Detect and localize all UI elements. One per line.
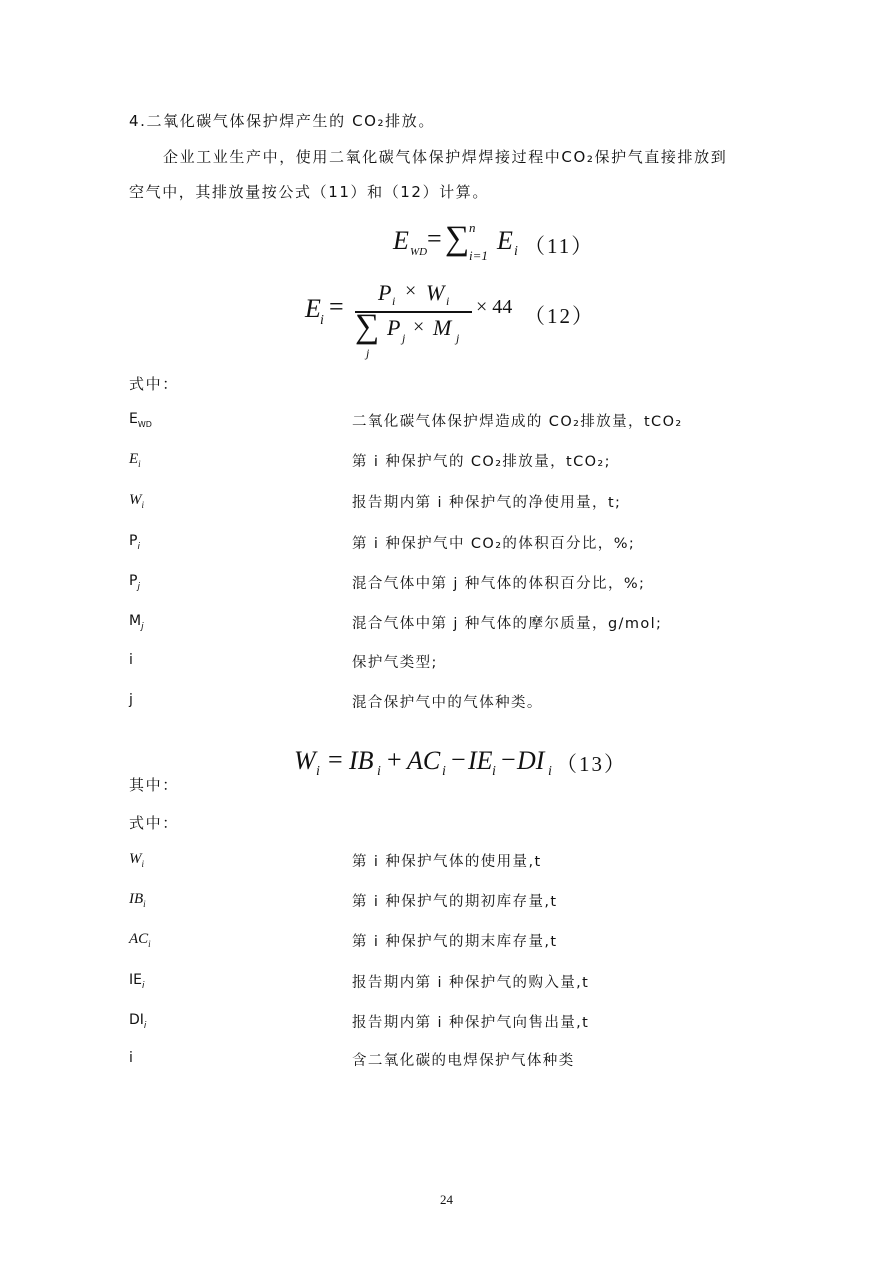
eq13-minus-2: −	[501, 745, 516, 774]
equation-11	[393, 222, 613, 268]
eq12-number: （12）	[524, 304, 595, 328]
definition-text: 混合气体中第 j 种气体的摩尔质量，g/mol;	[352, 616, 663, 632]
eq11-number: （11）	[524, 234, 595, 258]
eq13-number: （13）	[556, 752, 627, 776]
eq13-di: DI	[517, 746, 545, 775]
definition-text: 混合保护气中的气体种类。	[352, 695, 543, 711]
eq13-ac-sub: i	[442, 764, 446, 779]
eq12-times-2: ×	[413, 316, 425, 338]
definition-text: 第 i 种保护气的期初库存量,t	[352, 894, 558, 910]
definition-text: 报告期内第 i 种保护气的购入量,t	[352, 975, 590, 991]
definition-symbol: $M_j$	[129, 613, 144, 632]
eq11-lhs-sub: WD	[410, 246, 428, 258]
eq11-lhs: E	[393, 226, 409, 255]
eq13-ib: IB	[349, 746, 374, 775]
definition-symbol: $IE_i$	[129, 972, 145, 991]
eq13-equals: =	[328, 745, 343, 774]
definition-text: 第 i 种保护气的 CO₂排放量，tCO₂;	[352, 454, 611, 470]
definition-symbol: $IB_i$	[129, 891, 146, 909]
intro-line-1: 企业工业生产中，使用二氧化碳气体保护焊焊接过程中CO₂保护气直接排放到	[163, 148, 728, 166]
eq12-denom-m-sub: j	[456, 331, 460, 345]
where-label-1: 式中：	[129, 375, 179, 393]
eq13-ie-sub: i	[492, 764, 496, 779]
eq12-times-1: ×	[405, 280, 417, 302]
eq12-denom-sum: ∑	[355, 308, 380, 345]
definition-text: 混合气体中第 j 种气体的体积百分比，%;	[352, 576, 646, 592]
equation-13	[294, 744, 627, 784]
definition-text: 含二氧化碳的电焊保护气体种类	[352, 1053, 575, 1069]
eq11-sum-sup: n	[469, 220, 476, 235]
eq11-term: E	[497, 226, 513, 255]
where-label-2: 式中：	[129, 814, 179, 832]
eq12-numerator-w-sub: i	[446, 294, 450, 308]
definition-symbol: i	[129, 1050, 133, 1066]
definition-text: 第 i 种保护气体的使用量,t	[352, 854, 542, 870]
eq12-denom-sum-sub: j	[366, 346, 370, 360]
eq12-denom-p-sub: j	[402, 331, 406, 345]
definition-symbol: j	[129, 692, 133, 708]
intro-line-2: 空气中，其排放量按公式（11）和（12）计算。	[129, 183, 489, 201]
definition-symbol: $W_i$	[129, 851, 145, 869]
definition-text: 报告期内第 i 种保护气的净使用量，t;	[352, 495, 622, 511]
eq13-minus-1: −	[451, 745, 466, 774]
definition-text: 二氧化碳气体保护焊造成的 CO₂排放量，tCO₂	[352, 414, 683, 430]
eq13-lhs-sub: i	[316, 764, 320, 779]
definition-text: 第 i 种保护气中 CO₂的体积百分比，%;	[352, 536, 636, 552]
eq11-term-sub: i	[514, 244, 518, 259]
page-number: 24	[440, 1192, 453, 1207]
definition-symbol: $DI_i$	[129, 1012, 147, 1031]
eq11-sum-sub: i=1	[469, 248, 488, 263]
definition-symbol: $W_i$	[129, 492, 145, 510]
eq12-equals: =	[329, 292, 344, 321]
eq13-di-sub: i	[548, 764, 552, 779]
eq12-denom-m: M	[433, 315, 452, 340]
eq13-ib-sub: i	[377, 764, 381, 779]
eq12-lhs: E	[305, 294, 321, 323]
among-label: 其中：	[129, 776, 179, 794]
eq12-lhs-sub: i	[320, 313, 324, 328]
definition-symbol: $P_i$	[129, 533, 140, 552]
eq12-denom-p: P	[387, 315, 401, 340]
eq11-sum: ∑	[445, 220, 470, 257]
eq13-ie: IE	[468, 746, 493, 775]
section-title: 4.二氧化碳气体保护焊产生的 CO₂排放。	[129, 112, 435, 130]
eq12-numerator-w: W	[426, 280, 445, 305]
definition-text: 报告期内第 i 种保护气向售出量,t	[352, 1015, 590, 1031]
eq12-factor: × 44	[476, 296, 513, 318]
definition-symbol: $E_{WD}$	[129, 411, 152, 429]
eq13-plus: +	[387, 745, 402, 774]
eq13-ac: AC	[407, 746, 441, 775]
eq12-numerator-p-sub: i	[392, 294, 396, 308]
definition-symbol: i	[129, 652, 133, 668]
definition-symbol: $AC_i$	[129, 931, 151, 949]
definition-symbol: $P_j$	[129, 573, 140, 592]
definition-text: 第 i 种保护气的期末库存量,t	[352, 934, 558, 950]
definition-symbol: $E_i$	[129, 451, 141, 469]
eq12-numerator-p: P	[378, 280, 392, 305]
definition-text: 保护气类型;	[352, 655, 438, 671]
equation-12	[305, 280, 605, 362]
eq13-lhs: W	[294, 746, 316, 775]
eq11-equals: =	[427, 224, 442, 253]
